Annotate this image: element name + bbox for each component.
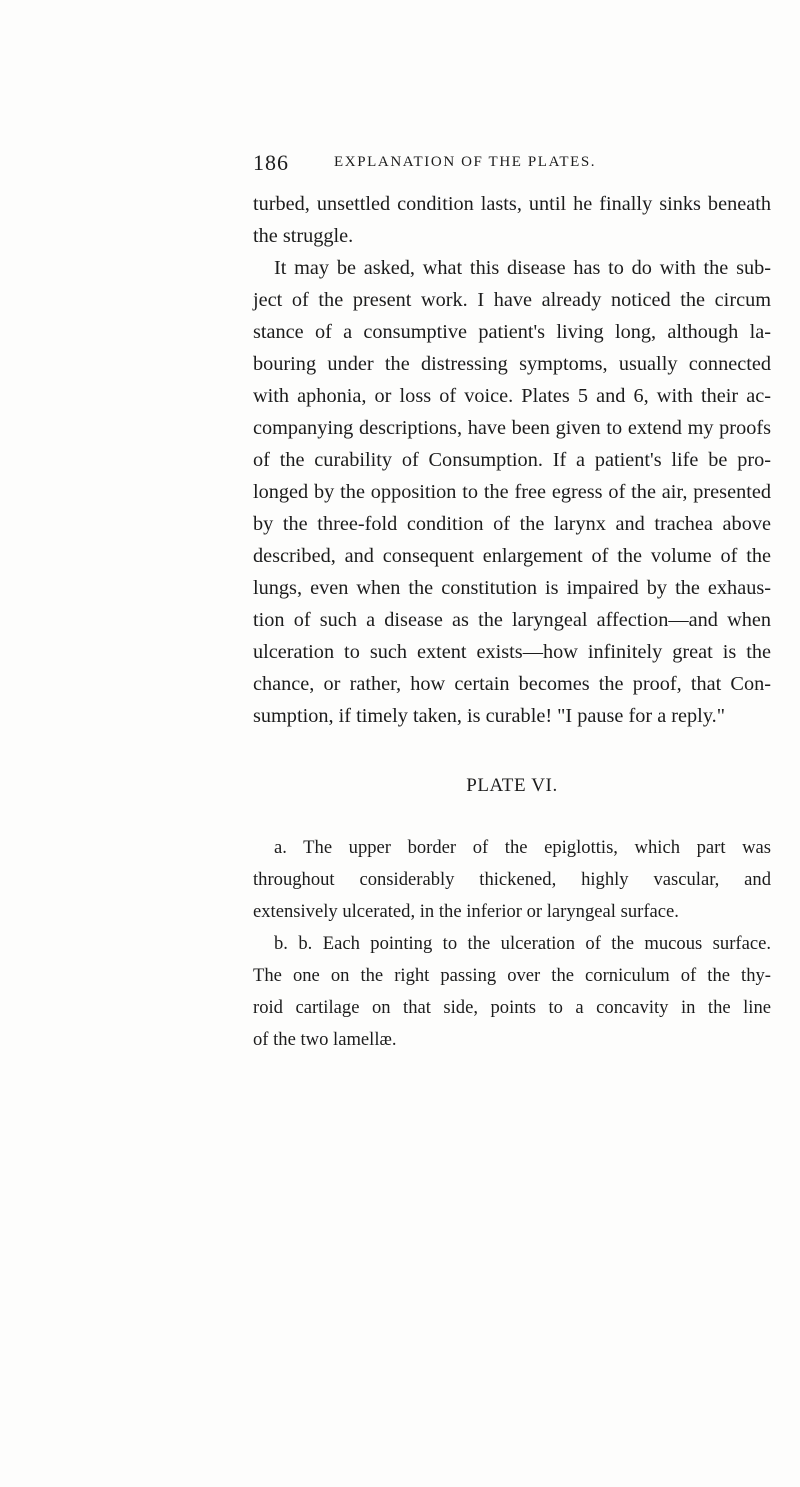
- body-line: with aphonia, or loss of voice. Plates 5 and 6, with their ac-: [253, 385, 771, 407]
- plate-line: throughout considerably thickened, highly vascular, and: [253, 869, 771, 890]
- body-line: by the three-fold condition of the larynx and trachea above: [253, 513, 771, 535]
- body-line: longed by the opposition to the free egress of the air, presented: [253, 481, 771, 503]
- plate-line: roid cartilage on that side, points to a concavity in the line: [253, 997, 771, 1018]
- plate-line: b. b. Each pointing to the ulceration of the mucous surface.: [274, 933, 771, 954]
- body-line: companying descriptions, have been given to extend my proofs: [253, 417, 771, 439]
- body-line: bouring under the distressing symptoms, usually connected: [253, 353, 771, 375]
- plate-heading: PLATE VI.: [466, 775, 558, 796]
- body-line: ject of the present work. I have already noticed the circum: [253, 289, 771, 311]
- body-line: of the curability of Consumption. If a patient's life be pro-: [253, 449, 771, 471]
- body-line: described, and consequent enlargement of the volume of the: [253, 545, 771, 567]
- page-number: 186: [253, 150, 289, 175]
- running-head-title: EXPLANATION OF THE PLATES.: [334, 154, 597, 170]
- body-line: It may be asked, what this disease has to do with the sub-: [274, 257, 771, 279]
- body-line: ulceration to such extent exists—how infinitely great is the: [253, 641, 771, 663]
- plate-line: The one on the right passing over the corniculum of the thy-: [253, 965, 771, 986]
- plate-line: extensively ulcerated, in the inferior or laryngeal surface.: [253, 901, 679, 922]
- body-line: sumption, if timely taken, is curable! "I pause for a reply.": [253, 705, 725, 727]
- body-line: turbed, unsettled condition lasts, until he finally sinks beneath: [253, 193, 771, 215]
- body-line: the struggle.: [253, 225, 354, 247]
- plate-description: [253, 832, 771, 1056]
- body-line: lungs, even when the constitution is impaired by the exhaus-: [253, 577, 771, 599]
- body-text: [253, 188, 771, 732]
- text-block: [253, 188, 771, 1056]
- plate-line: of the two lamellæ.: [253, 1029, 397, 1050]
- body-line: chance, or rather, how certain becomes the proof, that Con-: [253, 673, 771, 695]
- running-head: [253, 150, 773, 180]
- plate-line: a. The upper border of the epiglottis, which part was: [274, 837, 771, 858]
- body-line: stance of a consumptive patient's living long, although la-: [253, 321, 771, 343]
- body-line: tion of such a disease as the laryngeal affection—and when: [253, 609, 771, 631]
